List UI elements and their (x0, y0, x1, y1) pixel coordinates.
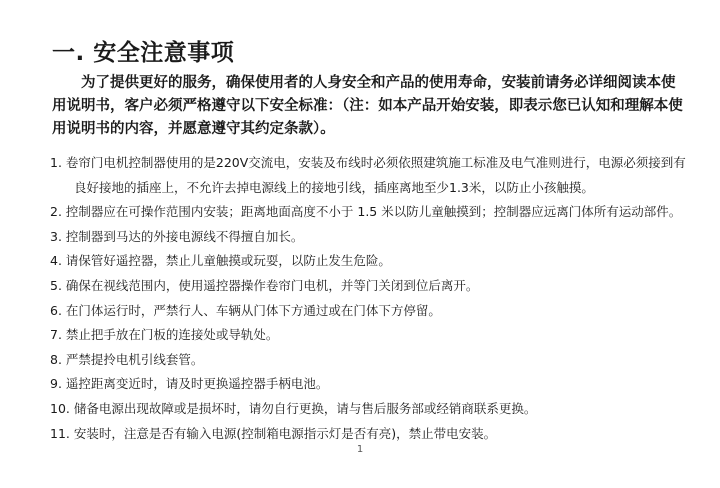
intro-paragraph: 为了提供更好的服务，确保使用者的人身安全和产品的使用寿命，安装前请务必详细阅读本使用说明书，客户必须严格遵守以下安全标准：（注：如本产品开始安装，即表示您已认知和理解本使用说明书的内容，并愿意遵守其约定条款）。 (52, 75, 683, 137)
page-number: 1 (356, 444, 364, 455)
safety-rules-list (50, 151, 690, 446)
rule-item: 3. 控制器到马达的外接电源线不得擅自加长。 (50, 228, 304, 244)
rule-item: 8. 严禁提拎电机引线套管。 (50, 351, 204, 367)
rule-item: 10. 储备电源出现故障或是损坏时，请勿自行更换，请与售后服务部或经销商联系更换。 (50, 400, 537, 416)
rule-item: 2. 控制器应在可操作范围内安装；距离地面高度不小于 1.5 米以防儿童触摸到；控制器应远离门体所有运动部件。 (50, 204, 682, 220)
rule-item: 11. 安装时，注意是否有输入电源(控制箱电源指示灯是否有亮)，禁止带电安装。 (50, 425, 497, 441)
rule-item: 5. 确保在视线范围内，使用遥控器操作卷帘门电机，并等门关闭到位后离开。 (50, 277, 479, 293)
rule-item: 7. 禁止把手放在门板的连接处或导轨处。 (50, 327, 279, 343)
rule-item: 6. 在门体运行时，严禁行人、车辆从门体下方通过或在门体下方停留。 (50, 302, 441, 318)
section-heading: 一. 安全注意事项 (52, 40, 235, 66)
rule-item: 4. 请保管好遥控器，禁止儿童触摸或玩耍，以防止发生危险。 (50, 253, 391, 269)
rule-item: 1. 卷帘门电机控制器使用的是220V交流电，安装及布线时必须依照建筑施工标准及电气准则进行，电源必须接到有良好接地的插座上，不允许去掉电源线上的接地引线，插座离地至少1.3米，以防止小孩触摸。 (50, 155, 686, 195)
rule-item: 9. 遥控距离变近时，请及时更换遥控器手柄电池。 (50, 376, 329, 392)
